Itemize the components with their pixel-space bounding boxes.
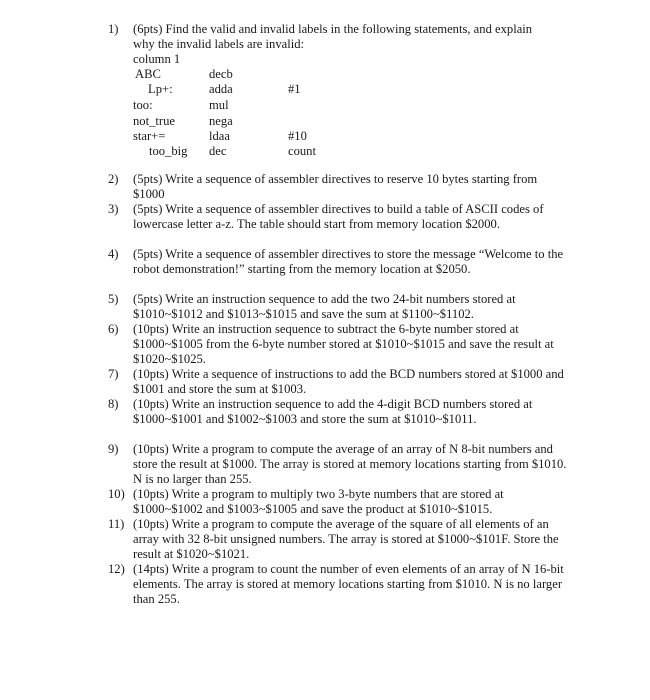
question-1 <box>108 22 548 52</box>
question-number: 4) <box>108 247 119 261</box>
question-number: 8) <box>108 397 119 411</box>
question-text: (10pts) Write a program to compute the average of the square of all elements of an array with 32 8-bit unsigned numbers. The array is stored at $1000~$101F. Store the result at $1020~$1021. <box>133 517 559 561</box>
question-number: 9) <box>108 442 119 456</box>
table-op-cell: mul <box>209 98 229 112</box>
question-number: 2) <box>108 172 119 186</box>
question-number: 1) <box>108 22 119 36</box>
table-op-cell: nega <box>209 114 233 128</box>
table-op-cell: ldaa <box>209 129 230 143</box>
table-operand-cell: #1 <box>288 82 301 96</box>
question-text: (10pts) Write an instruction sequence to add the 4-digit BCD numbers stored at $1000~$1001 and $1002~$1003 and store the sum at $1010~$1011. <box>133 397 533 426</box>
question-8 <box>108 397 568 427</box>
table-label-cell: too: <box>133 98 153 112</box>
label-table <box>133 52 393 162</box>
question-text: (5pts) Write a sequence of assembler directives to build a table of ASCII codes of lowercase letter a-z. The table should start from memory location $2000. <box>133 202 544 231</box>
table-label-cell: too_big <box>149 144 188 158</box>
question-number: 7) <box>108 367 119 381</box>
question-number: 11) <box>108 517 125 531</box>
question-text: (10pts) Write an instruction sequence to subtract the 6-byte number stored at $1000~$1005 from the 6-byte number stored at $1010~$1015 and save the result at $1020~$1025. <box>133 322 554 366</box>
table-label-cell: ABC <box>135 67 161 81</box>
question-number: 3) <box>108 202 119 216</box>
question-10 <box>108 487 568 517</box>
question-5 <box>108 292 568 322</box>
question-12 <box>108 562 568 607</box>
question-text: (14pts) Write a program to count the number of even elements of an array of N 16-bit elements. The array is stored at memory locations starting from $1010. N is no larger than 255. <box>133 562 564 606</box>
question-text: (5pts) Write a sequence of assembler directives to store the message “Welcome to the robot demonstration!” starting from the memory location at $2050. <box>133 247 564 276</box>
question-2 <box>108 172 568 202</box>
question-11 <box>108 517 568 562</box>
table-label-cell: star+= <box>133 129 166 143</box>
question-7 <box>108 367 568 397</box>
table-op-cell: decb <box>209 67 233 81</box>
question-3 <box>108 202 568 232</box>
question-text: (10pts) Write a sequence of instructions to add the BCD numbers stored at $1000 and $1001 and store the sum at $1003. <box>133 367 564 396</box>
question-text: (10pts) Write a program to multiply two 3-byte numbers that are stored at $1000~$1002 and $1003~$1005 and save the product at $1010~$1015. <box>133 487 504 516</box>
table-operand-cell: #10 <box>288 129 307 143</box>
question-text: (5pts) Write a sequence of assembler directives to reserve 10 bytes starting from $1000 <box>133 172 538 201</box>
question-6 <box>108 322 568 367</box>
question-4 <box>108 247 568 277</box>
question-number: 12) <box>108 562 125 576</box>
question-9 <box>108 442 568 487</box>
table-label-cell: not_true <box>133 114 175 128</box>
question-text: (6pts) Find the valid and invalid labels in the following statements, and explain why the invalid labels are invalid: <box>133 22 533 51</box>
table-operand-cell: count <box>288 144 316 158</box>
column-header: column 1 <box>133 52 181 66</box>
table-op-cell: adda <box>209 82 233 96</box>
question-text: (5pts) Write an instruction sequence to add the two 24-bit numbers stored at $1010~$1012 and $1013~$1015 and save the sum at $1100~$1102. <box>133 292 516 321</box>
question-number: 5) <box>108 292 119 306</box>
question-number: 6) <box>108 322 119 336</box>
table-label-cell: Lp+: <box>148 82 173 96</box>
table-op-cell: dec <box>209 144 227 158</box>
question-text: (10pts) Write a program to compute the average of an array of N 8-bit numbers and store the result at $1000. The array is stored at memory locations starting from $1010. N is no larger than 255. <box>133 442 567 486</box>
question-number: 10) <box>108 487 125 501</box>
